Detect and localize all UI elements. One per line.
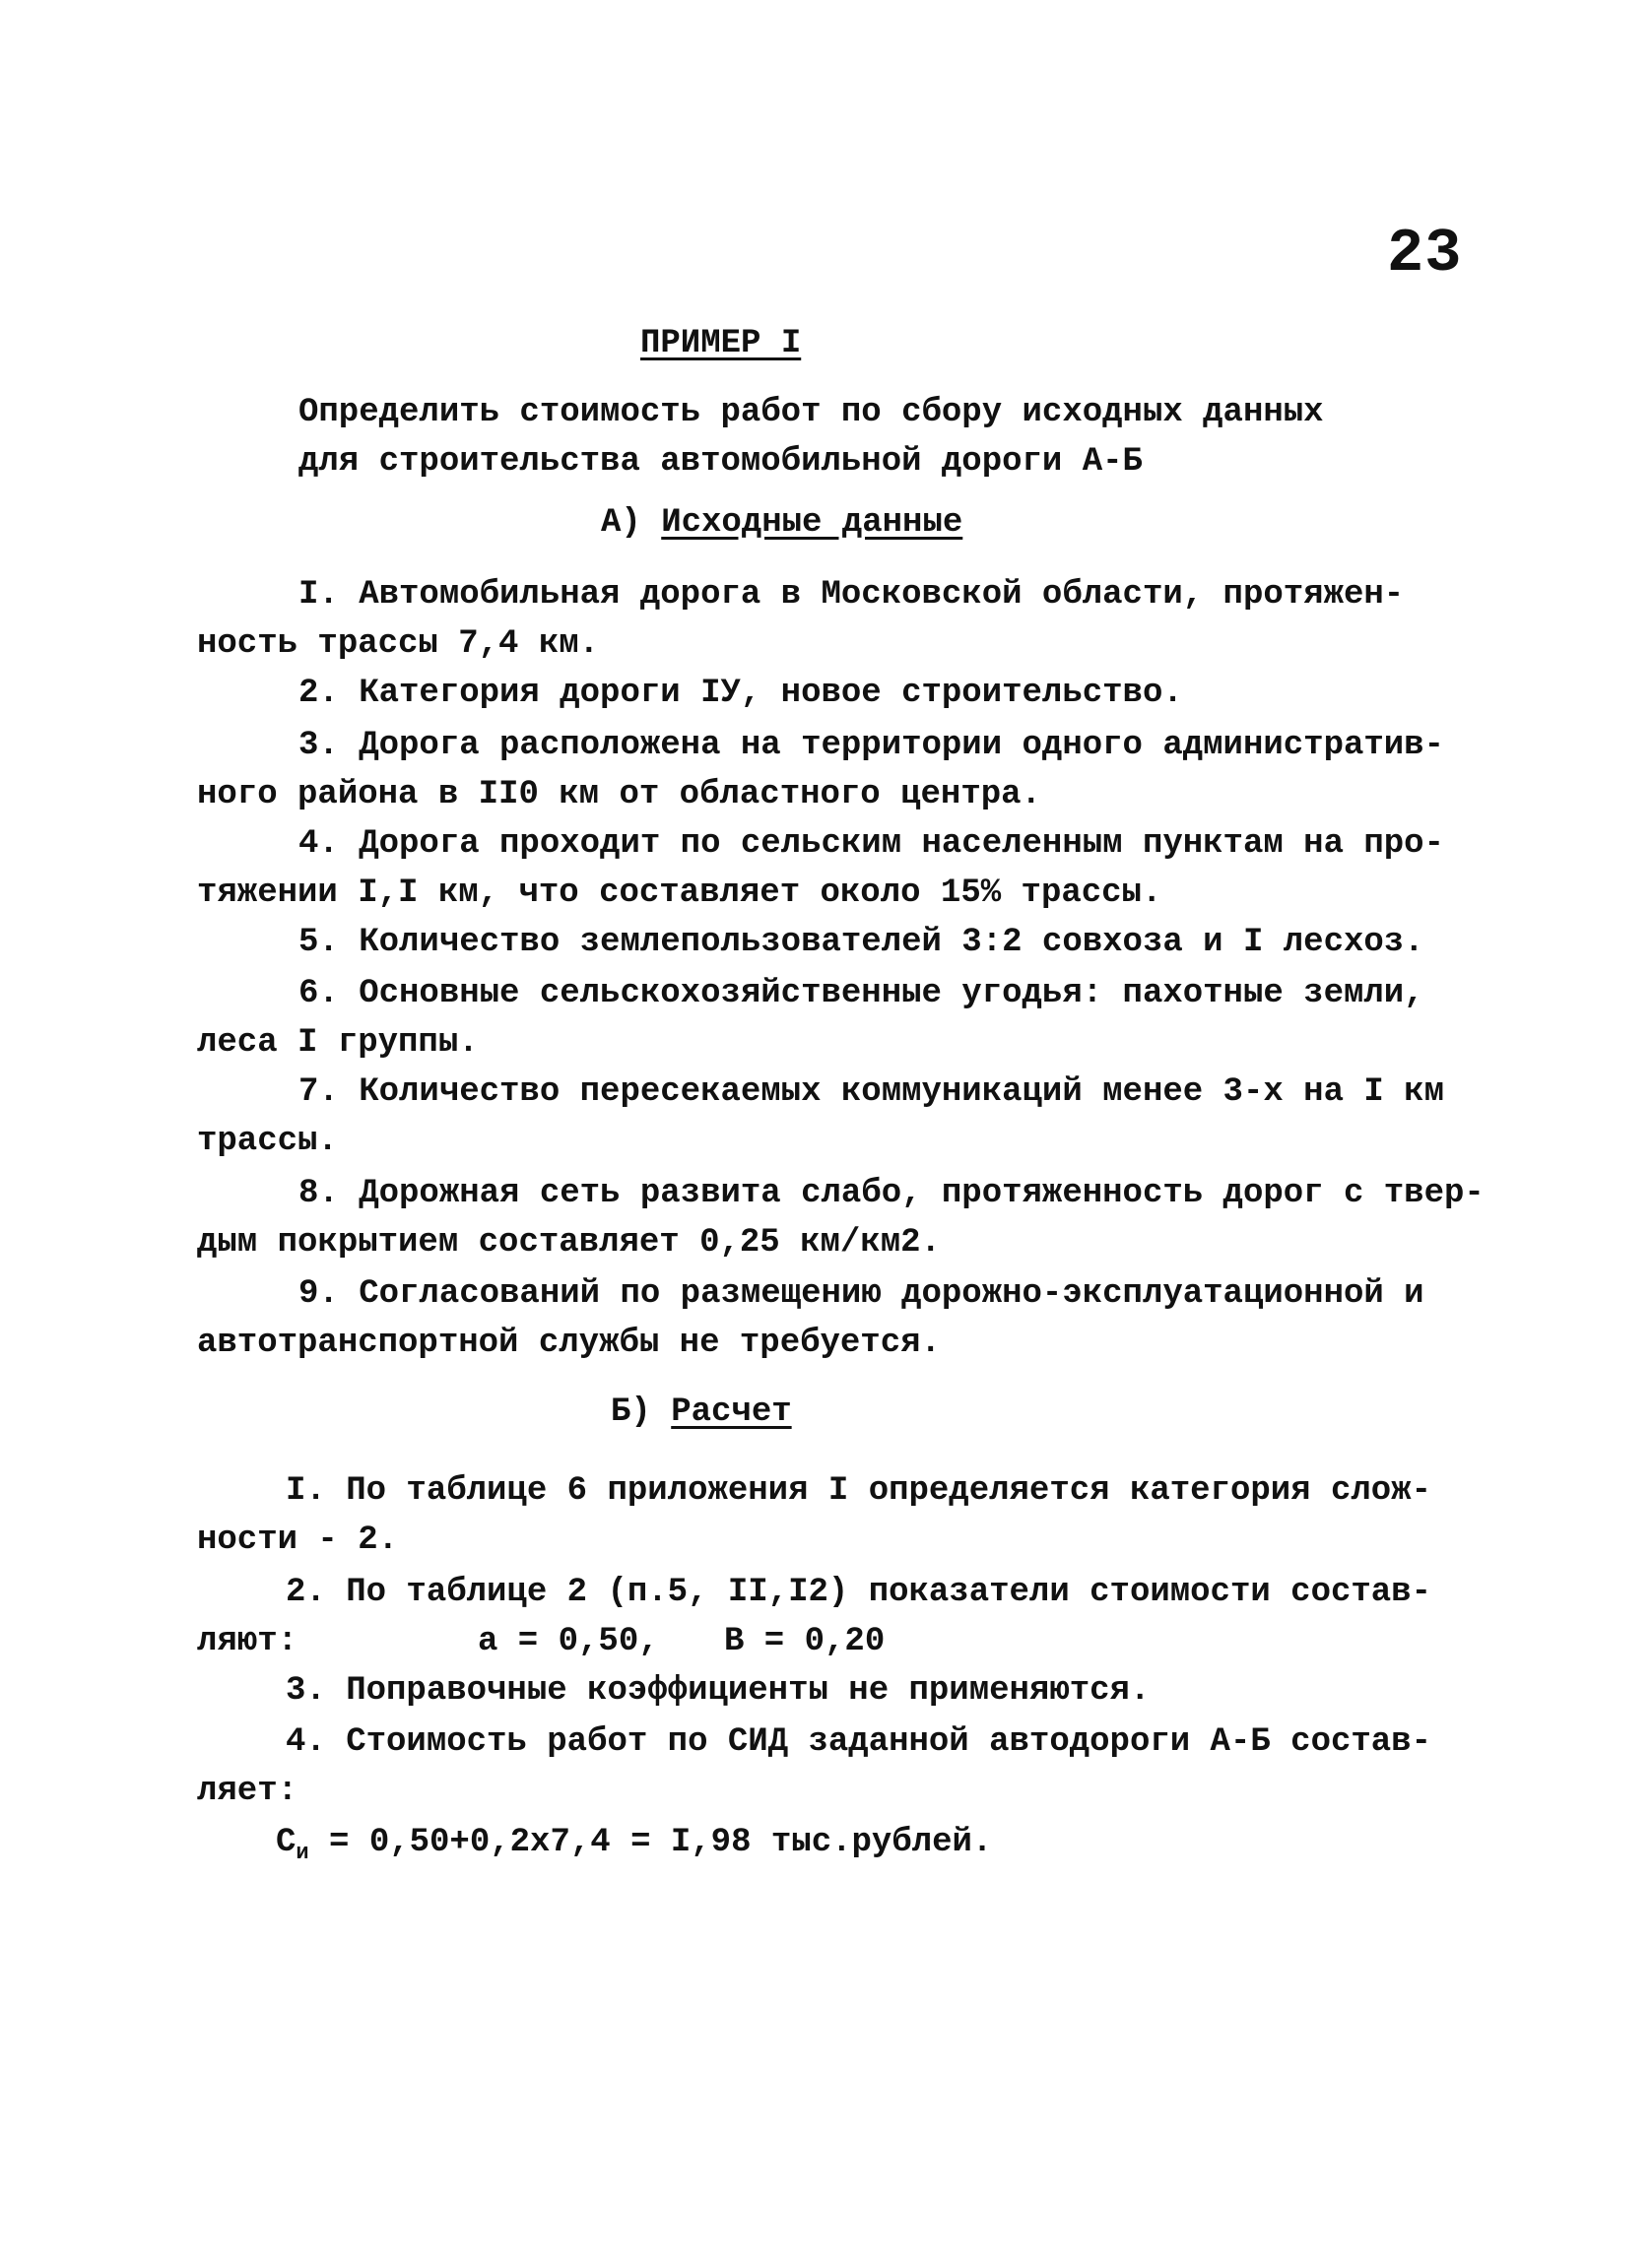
calc-2-line-1: 2. По таблице 2 (п.5, II,I2) показатели стоимости состав-: [286, 1574, 1431, 1611]
item-3-line-2: ного района в II0 км от областного центра.: [197, 776, 1041, 813]
section-a-heading: [601, 504, 962, 542]
item-4-line-1: 4. Дорога проходит по сельским населенным пунктам на про-: [298, 825, 1444, 863]
example-title: ПРИМЕР I: [640, 325, 802, 362]
item-6-line-2: леса I группы.: [197, 1024, 479, 1062]
formula-symbol: С: [276, 1824, 297, 1861]
calc-1-line-2: ности - 2.: [197, 1522, 399, 1559]
section-b-title: Расчет: [671, 1393, 792, 1431]
section-a-marker: А): [601, 504, 641, 542]
item-8-line-2: дым покрытием составляет 0,25 км/км2.: [197, 1224, 941, 1262]
item-3-line-1: 3. Дорога расположена на территории одного административ-: [298, 727, 1444, 764]
item-1-line-1: I. Автомобильная дорога в Московской области, протяжен-: [298, 576, 1405, 614]
item-8-line-1: 8. Дорожная сеть развита слабо, протяженность дорог с твер-: [298, 1175, 1485, 1212]
coefficient-a: а = 0,50,: [478, 1623, 659, 1660]
intro-line-2: для строительства автомобильной дороги А-Б: [298, 443, 1143, 481]
intro-line-1: Определить стоимость работ по сбору исходных данных: [298, 394, 1324, 431]
item-4-line-2: тяжении I,I км, что составляет около 15% трассы.: [197, 875, 1162, 912]
item-6-line-1: 6. Основные сельскохозяйственные угодья: пахотные земли,: [298, 975, 1424, 1012]
item-9-line-2: автотранспортной службы не требуется.: [197, 1325, 941, 1362]
item-2: 2. Категория дороги IУ, новое строительство.: [298, 675, 1183, 712]
item-9-line-1: 9. Согласований по размещению дорожно-эксплуатационной и: [298, 1275, 1424, 1313]
page-number: 23: [1387, 219, 1463, 289]
calc-4-line-1: 4. Стоимость работ по СИД заданной автодороги А-Б состав-: [286, 1723, 1431, 1761]
item-7-line-1: 7. Количество пересекаемых коммуникаций менее 3-х на I км: [298, 1073, 1444, 1111]
section-b-heading: [611, 1393, 792, 1431]
item-1-line-2: ность трассы 7,4 км.: [197, 625, 600, 663]
calc-1-line-1: I. По таблице 6 приложения I определяется категория слож-: [286, 1472, 1431, 1510]
item-7-line-2: трассы.: [197, 1123, 338, 1160]
section-b-marker: Б): [611, 1393, 651, 1431]
cost-formula: [276, 1824, 992, 1865]
calc-3: 3. Поправочные коэффициенты не применяются.: [286, 1672, 1151, 1710]
formula-expression: = 0,50+0,2х7,4 = I,98 тыс.рублей.: [329, 1824, 993, 1861]
calc-4-line-2: ляет:: [197, 1773, 298, 1810]
item-5: 5. Количество землепользователей 3:2 совхоза и I лесхоз.: [298, 924, 1424, 961]
section-a-title: Исходные данные: [661, 504, 963, 542]
formula-subscript: и: [296, 1841, 309, 1865]
calc-2-lead: ляют:: [197, 1623, 298, 1660]
coefficient-b: В = 0,20: [724, 1623, 886, 1660]
